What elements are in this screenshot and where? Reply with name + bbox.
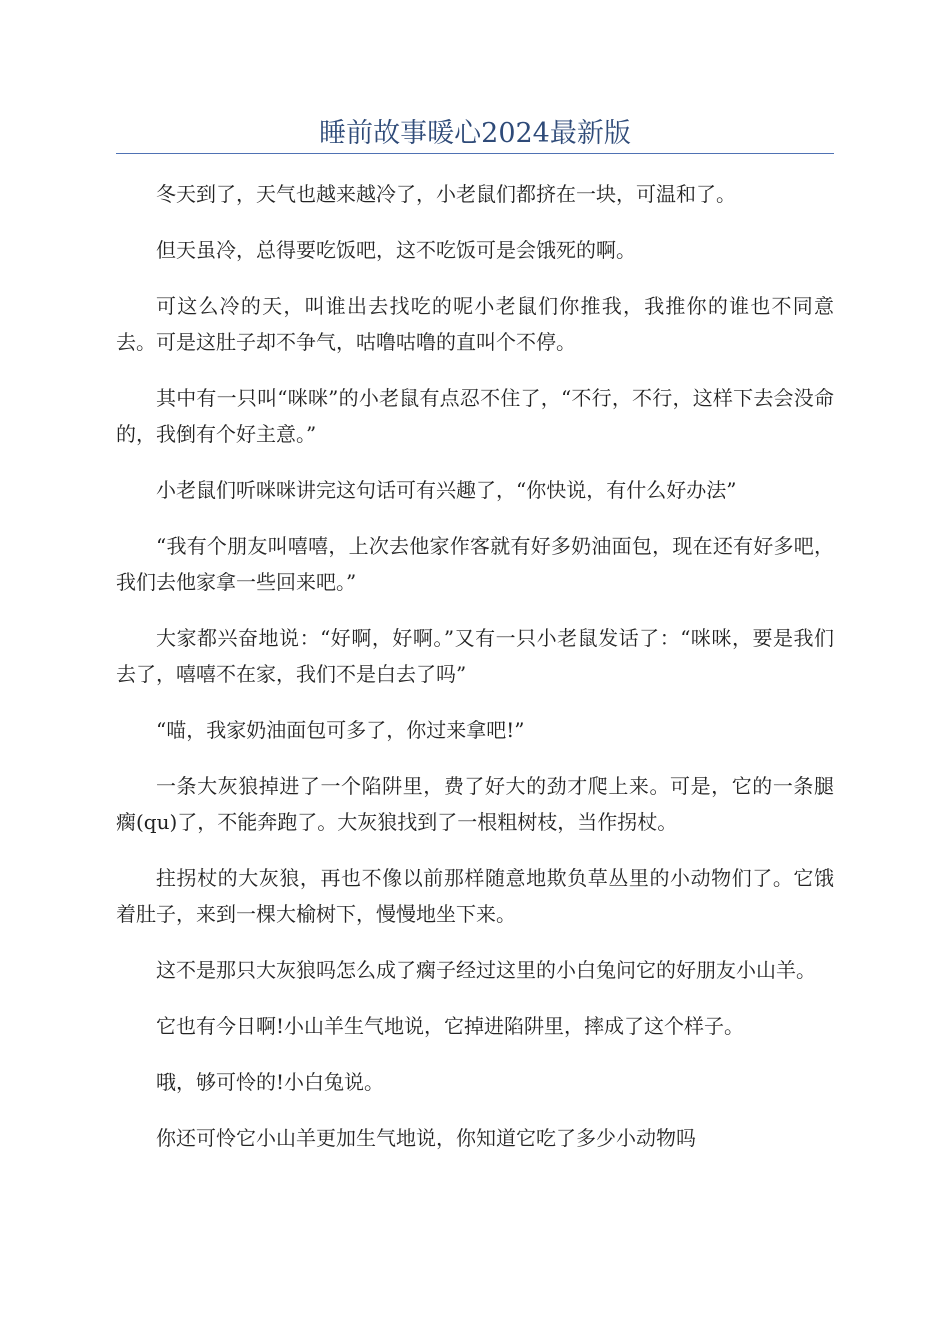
paragraph: “喵，我家奶油面包可多了，你过来拿吧!” bbox=[156, 718, 525, 742]
paragraph: “我有个朋友叫嘻嘻，上次去他家作客就有好多奶油面包，现在还有好多吧，我们去他家拿一些回来吧。” bbox=[116, 534, 834, 594]
document-title: 睡前故事暖心2024最新版 bbox=[319, 118, 631, 149]
paragraph: 一条大灰狼掉进了一个陷阱里，费了好大的劲才爬上来。可是，它的一条腿瘸(qu)了，不能奔跑了。大灰狼找到了一根粗树枝，当作拐杖。 bbox=[116, 774, 834, 834]
paragraph: 大家都兴奋地说：“好啊，好啊。”又有一只小老鼠发话了：“咪咪，要是我们去了，嘻嘻不在家，我们不是白去了吗” bbox=[116, 626, 834, 686]
paragraph: 其中有一只叫“咪咪”的小老鼠有点忍不住了，“不行，不行，这样下去会没命的，我倒有个好主意。” bbox=[116, 386, 834, 446]
paragraph: 但天虽冷，总得要吃饭吧，这不吃饭可是会饿死的啊。 bbox=[156, 238, 636, 262]
paragraph: 可这么冷的天，叫谁出去找吃的呢小老鼠们你推我，我推你的谁也不同意去。可是这肚子却不争气，咕噜咕噜的直叫个不停。 bbox=[116, 294, 834, 354]
document-body bbox=[116, 176, 834, 1176]
paragraph: 冬天到了，天气也越来越冷了，小老鼠们都挤在一块，可温和了。 bbox=[156, 182, 736, 206]
paragraph: 你还可怜它小山羊更加生气地说，你知道它吃了多少小动物吗 bbox=[156, 1126, 696, 1150]
paragraph: 这不是那只大灰狼吗怎么成了瘸子经过这里的小白兔问它的好朋友小山羊。 bbox=[156, 958, 816, 982]
paragraph: 小老鼠们听咪咪讲完这句话可有兴趣了，“你快说，有什么好办法” bbox=[156, 478, 737, 502]
paragraph: 拄拐杖的大灰狼，再也不像以前那样随意地欺负草丛里的小动物们了。它饿着肚子，来到一棵大榆树下，慢慢地坐下来。 bbox=[116, 866, 834, 926]
title-underline bbox=[116, 153, 834, 154]
paragraph: 它也有今日啊!小山羊生气地说，它掉进陷阱里，摔成了这个样子。 bbox=[156, 1014, 745, 1038]
paragraph: 哦，够可怜的!小白兔说。 bbox=[156, 1070, 385, 1094]
